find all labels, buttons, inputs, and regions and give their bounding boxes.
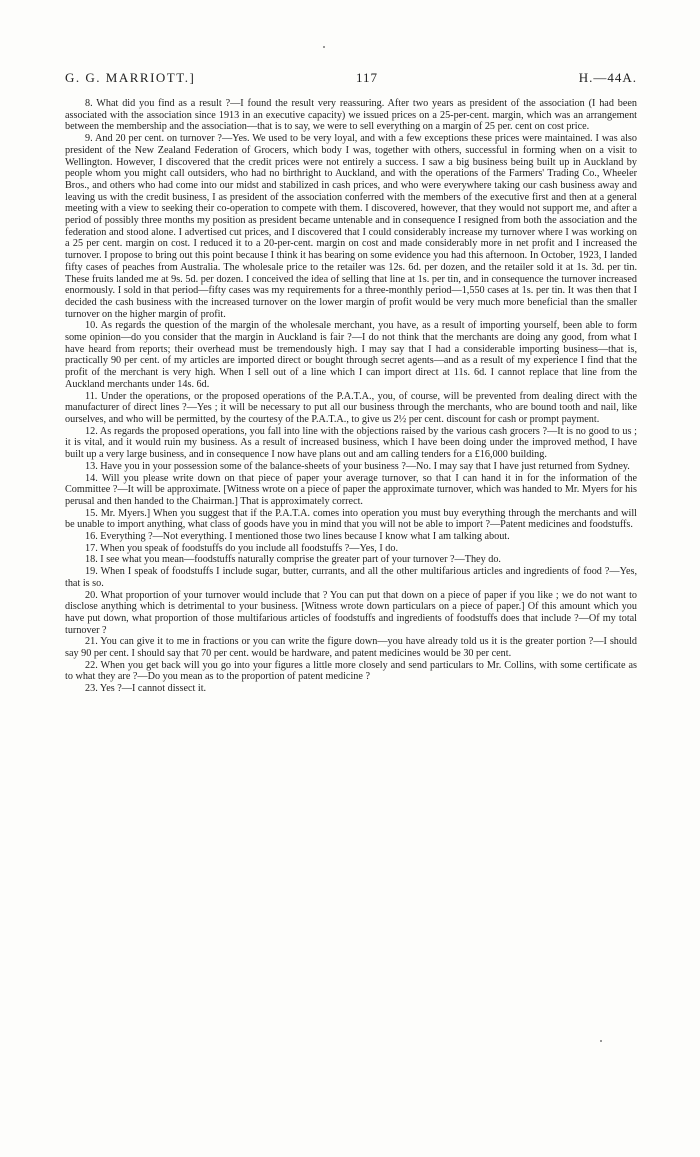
paragraph-16: 16. Everything ?—Not everything. I mentioned those two lines because I know what I am talking about. (85, 531, 510, 543)
paragraph-10: 10. As regards the question of the margin of the wholesale merchant, you have, as a result of importing yourself, been able to form some opinion—do you consider that the margin in Auckland is fair ?—I do not think that the merchants are doing any good, from what I have heard from reports; their overhead must be tremendously high. I may say that I had a considerable importing business—that is, practically 90 per cent. of my articles are imported direct or bought through secret agents—and as a result of my experience I find that the profit of the merchant is very high. When I sell out of a line which I can import direct at 11s. 6d. I cannot replace that line from the Auckland merchants under 14s. 6d. (65, 320, 637, 390)
paragraph-17: 17. When you speak of foodstuffs do you include all foodstuffs ?—Yes, I do. (85, 542, 399, 554)
paragraph-14: 14. Will you please write down on that piece of paper your average turnover, so that I can hand it in for the information of the Committee ?—It will be approximate. [Witness wrote on a piece of paper the approximate turnover, which was handed to Mr. Myers for his perusal and then handed to the Chairman.] That is approximately correct. (65, 472, 637, 507)
paper-speck (323, 46, 325, 48)
document-reference: H.—44A. (578, 70, 637, 85)
paragraph-12: 12. As regards the proposed operations, you fall into line with the objections raised by the various cash grocers ?—It is no good to us ; it is vital, and it would ruin my business. As a result of increased business, which I have been doing under the improved method, I have built up a very large business, and in consequence I now have plans out and am calling tenders for a £16,000 building. (65, 425, 637, 461)
paragraph-19: 19. When I speak of foodstuffs I include sugar, butter, currants, and all the other multifarious articles and ingredients of food ?—Yes, that is so. (65, 566, 637, 589)
witness-name-header: G. G. MARRIOTT.] (65, 70, 196, 85)
paragraph-18: 18. I see what you mean—foodstuffs naturally comprise the greater part of your turnover ?—They do. (85, 554, 501, 566)
paragraph-13: 13. Have you in your possession some of the balance-sheets of your business ?—No. I may say that I have just returned from Sydney. (85, 460, 630, 472)
paragraph-11: 11. Under the operations, or the proposed operations of the P.A.T.A., you, of course, will be prevented from dealing direct with the manufacturer of direct lines ?—Yes ; it will be necessary to put all our business through the merchants, who are bound tooth and nail, like ourselves, and who will be permitted, by the courtesy of the P.A.T.A., to give us 2½ per cent. discount for cash or prompt payment. (65, 390, 637, 425)
paragraph-8: 8. What did you find as a result ?—I found the result very reassuring. After two years as president of the association (I had been associated with the association since 1913 in an executive capacity) we issued prices on a 25-per-cent. margin, which was an arrangement between the membership and the association—that is to say, we were to sell everything on a margin of 25 per. cent on cost price. (65, 98, 637, 133)
document-page (65, 70, 637, 695)
page-number: 117 (355, 70, 379, 85)
paragraph-9: 9. And 20 per cent. on turnover ?—Yes. We used to be very loyal, and with a few exceptions these prices were maintained. I was also president of the New Zealand Federation of Grocers, which body I was, together with others, successful in forming when on a visit to Wellington. However, I discovered that the credit prices were not entirely a success. I saw a big business being built up in Auckland by people whom you might call outsiders, who had no birthright to Auckland, and with the operations of the Farmers' Trading Co., Wheeler Bros., and others who had come into our midst and stabilized in cash prices, and who were everywhere taking our cash business away and leaving us with the credit business, I as president of the association conferred with the members of the executive first and then at a general meeting with a view to seeking their co-operation to compete with them. I discovered, however, that they would not support me, and after a period of possibly three months my position as president became untenable and in consequence I resigned from both the association and the federation and stood alone. I advertised cut prices, and I discovered that I could considerably increase my turnover where I was working on a 25 per cent. margin on cost. I reduced it to a 20-per-cent. margin on cost and made considerably more in net profit and I increased the turnover. I propose to bring out this point because I think it has bearing on some evidence you had this afternoon. In October, 1923, I landed fifty cases of peaches from Australia. The wholesale price to the retailer was 12s. 6d. per dozen, and the retailer sold it at 1s. 3d. per tin. These fruits landed me at 9s. 5d. per dozen. I conceived the idea of selling that line at 1s. per tin, and in consequence the turnover increased enormously. I sold in that period—fifty cases was my requirements for a three-monthly period—1,550 cases at 1s. per tin. It was then that I decided the cash business with the increased turnover on the lower margin of profit would be very much more beneficial than the smaller turnover on the higher margin of profit. (65, 133, 637, 320)
paragraph-15: 15. Mr. Myers.] When you suggest that if the P.A.T.A. comes into operation you must buy everything through the merchants and will be unable to import anything, what class of goods have you in mind that you will not be able to import ?—Patent medicines and foodstuffs. (65, 507, 637, 531)
paragraph-21: 21. You can give it to me in fractions or you can write the figure down—you have already told us it is the greater portion ?—I should say 90 per cent. I should say that 70 per cent. would be hardware, and patent medicines would be 30 per cent. (65, 636, 637, 660)
paragraph-20: 20. What proportion of your turnover would include that ? You can put that down on a piece of paper if you like ; we do not want to disclose anything which is detrimental to your business. [Witness wrote down particulars on a piece of paper.] Of this amount which you have put down, what proportion of those multifarious articles of foodstuffs and ingredients of foodstuffs does that include ?—Of my total turnover ? (65, 589, 637, 636)
paragraph-23: 23. Yes ?—I cannot dissect it. (85, 683, 207, 695)
paragraph-22: 22. When you get back will you go into your figures a little more closely and send particulars to Mr. Collins, with some certificate as to what they are ?—Do you mean as to the proportion of patent medicine ? (65, 659, 637, 683)
evidence-text (65, 98, 637, 695)
paper-speck (600, 1040, 602, 1042)
page-header (65, 70, 637, 86)
